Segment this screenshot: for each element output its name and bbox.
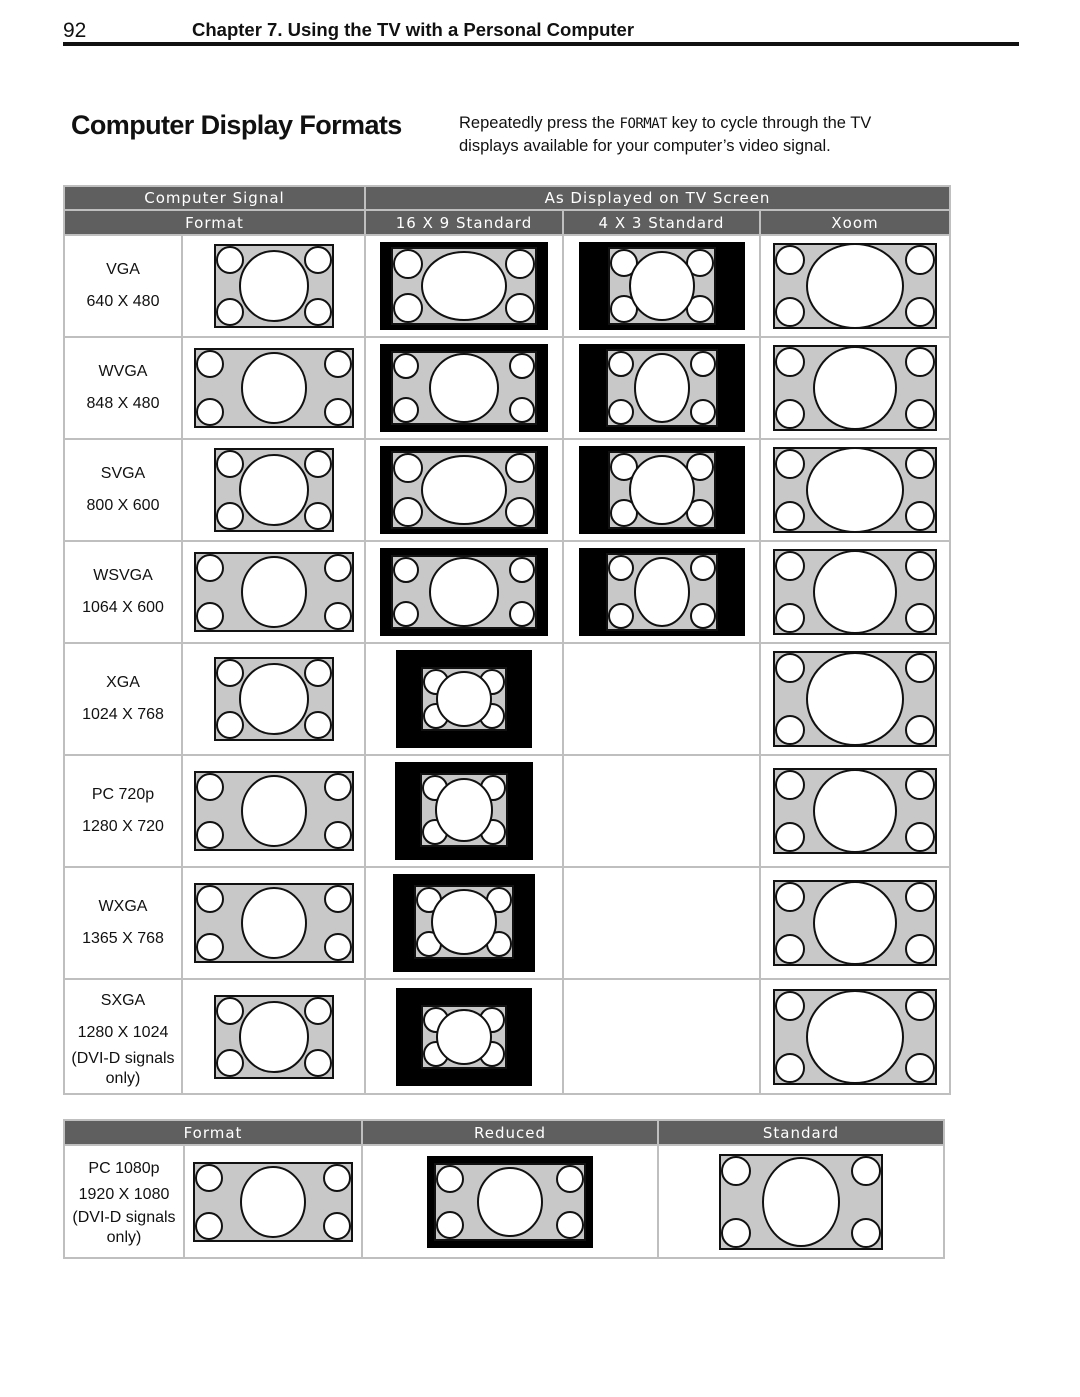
reduced-format-diagram: [427, 1156, 593, 1248]
format-label: [64, 755, 182, 867]
header-as-displayed: As Displayed on TV Screen: [365, 186, 950, 210]
corner-circle: [217, 451, 243, 477]
corner-circle: [394, 602, 418, 626]
center-circle: [630, 456, 694, 524]
format-resolution: 640 X 480: [86, 293, 160, 310]
header-rule: [63, 42, 1019, 46]
16x9-format-diagram: [395, 762, 533, 860]
source-format-diagram: [193, 347, 355, 429]
corner-circle: [325, 822, 351, 848]
corner-circle: [197, 603, 223, 629]
4x3-cell: [563, 867, 760, 979]
corner-circle: [510, 558, 534, 582]
source-format-diagram: [193, 770, 355, 852]
corner-circle: [691, 400, 715, 424]
center-circle: [635, 354, 689, 422]
corner-circle: [776, 348, 804, 376]
corner-circle: [906, 935, 934, 963]
center-circle: [807, 244, 903, 328]
4x3-cell: [563, 755, 760, 867]
intro-text-after: key to cycle through the TV displays available for your computer’s video signal.: [459, 114, 872, 155]
source-cell: [182, 337, 365, 439]
4x3-cell: [563, 337, 760, 439]
corner-circle: [852, 1157, 880, 1185]
corner-circle: [305, 1050, 331, 1076]
center-circle: [763, 1158, 839, 1246]
format-resolution: 1280 X 720: [82, 818, 164, 835]
corner-circle: [776, 883, 804, 911]
corner-circle: [217, 712, 243, 738]
corner-circle: [197, 822, 223, 848]
16x9-cell: [365, 235, 563, 337]
corner-circle: [197, 399, 223, 425]
16x9-cell: [365, 979, 563, 1094]
16x9-cell: [365, 439, 563, 541]
corner-circle: [437, 1212, 463, 1238]
corner-circle: [325, 934, 351, 960]
corner-circle: [776, 502, 804, 530]
corner-circle: [305, 247, 331, 273]
table-row: [64, 439, 950, 541]
xoom-format-diagram: [772, 242, 938, 330]
corner-circle: [722, 1219, 750, 1247]
format-name: SVGA: [100, 465, 146, 482]
corner-circle: [722, 1157, 750, 1185]
corner-circle: [305, 998, 331, 1024]
corner-circle: [906, 992, 934, 1020]
corner-circle: [217, 660, 243, 686]
header-standard: Standard: [658, 1120, 944, 1145]
table-row: [64, 643, 950, 755]
corner-circle: [776, 400, 804, 428]
corner-circle: [305, 503, 331, 529]
corner-circle: [217, 299, 243, 325]
corner-circle: [906, 246, 934, 274]
corner-circle: [609, 400, 633, 424]
standard-format-diagram: [718, 1153, 884, 1251]
corner-circle: [324, 1213, 350, 1239]
corner-circle: [776, 552, 804, 580]
16x9-cell: [365, 867, 563, 979]
source-cell: [182, 439, 365, 541]
corner-circle: [557, 1166, 583, 1192]
intro-text: [459, 112, 929, 157]
format-label: [64, 541, 182, 643]
corner-circle: [776, 935, 804, 963]
table-row: [64, 235, 950, 337]
format-resolution: 1064 X 600: [82, 599, 164, 616]
4x3-format-diagram: [579, 242, 745, 330]
center-circle: [635, 558, 689, 626]
center-circle: [432, 890, 496, 954]
section-title: Computer Display Formats: [71, 110, 402, 140]
16x9-format-diagram: [396, 650, 532, 748]
corner-circle: [325, 555, 351, 581]
center-circle: [242, 353, 306, 423]
intro-text-before: Repeatedly press the: [459, 114, 620, 132]
source-format-diagram: [213, 447, 335, 533]
4x3-cell: [563, 643, 760, 755]
xoom-format-diagram: [772, 446, 938, 534]
4x3-format-diagram: [579, 548, 745, 636]
corner-circle: [691, 352, 715, 376]
corner-circle: [197, 934, 223, 960]
corner-circle: [776, 604, 804, 632]
corner-circle: [906, 400, 934, 428]
format-note: (DVI-D signals only): [71, 1049, 175, 1087]
format-label: [64, 867, 182, 979]
corner-circle: [217, 1050, 243, 1076]
corner-circle: [691, 604, 715, 628]
xoom-cell: [760, 755, 950, 867]
table-row: [64, 755, 950, 867]
xoom-format-diagram: [772, 344, 938, 432]
center-circle: [422, 252, 506, 320]
corner-circle: [394, 398, 418, 422]
xoom-format-diagram: [772, 879, 938, 967]
xoom-format-diagram: [772, 548, 938, 636]
16x9-format-diagram: [380, 344, 548, 432]
table-row: [64, 337, 950, 439]
format-name: PC 1080p: [88, 1159, 160, 1177]
corner-circle: [217, 247, 243, 273]
table-row: [64, 1145, 944, 1258]
xoom-format-diagram: [772, 650, 938, 748]
corner-circle: [906, 823, 934, 851]
corner-circle: [776, 992, 804, 1020]
16x9-format-diagram: [380, 548, 548, 636]
format-note: (DVI-D signals only): [72, 1208, 176, 1246]
corner-circle: [776, 823, 804, 851]
xoom-format-diagram: [772, 988, 938, 1086]
standard-cell: [658, 1145, 944, 1258]
corner-circle: [506, 294, 534, 322]
corner-circle: [510, 398, 534, 422]
header-computer-signal: Computer Signal: [64, 186, 365, 210]
center-circle: [240, 664, 308, 734]
center-circle: [437, 672, 491, 726]
4x3-format-diagram: [579, 446, 745, 534]
16x9-format-diagram: [380, 242, 548, 330]
corner-circle: [394, 558, 418, 582]
center-circle: [814, 882, 896, 964]
header-16x9-standard: 16 X 9 Standard: [365, 210, 563, 235]
corner-circle: [506, 454, 534, 482]
corner-circle: [325, 399, 351, 425]
16x9-format-diagram: [393, 874, 535, 972]
header-format: Format: [64, 210, 365, 235]
format-name: PC 720p: [91, 786, 155, 803]
corner-circle: [906, 654, 934, 682]
source-cell: [182, 979, 365, 1094]
source-cell: [184, 1145, 362, 1258]
corner-circle: [906, 771, 934, 799]
corner-circle: [394, 498, 422, 526]
corner-circle: [197, 351, 223, 377]
source-format-diagram: [213, 994, 335, 1080]
4x3-cell: [563, 235, 760, 337]
16x9-format-diagram: [396, 988, 532, 1086]
format-label: [64, 235, 182, 337]
xoom-cell: [760, 337, 950, 439]
16x9-cell: [365, 337, 563, 439]
center-circle: [437, 1010, 491, 1064]
16x9-cell: [365, 755, 563, 867]
format-label: [64, 337, 182, 439]
table-row: [64, 979, 950, 1094]
xoom-cell: [760, 541, 950, 643]
corner-circle: [305, 299, 331, 325]
corner-circle: [324, 1165, 350, 1191]
chapter-title: Chapter 7. Using the TV with a Personal Computer: [192, 19, 635, 40]
corner-circle: [906, 552, 934, 580]
corner-circle: [437, 1166, 463, 1192]
center-circle: [240, 1002, 308, 1072]
corner-circle: [394, 250, 422, 278]
format-resolution: 1024 X 768: [82, 706, 164, 723]
header-xoom: Xoom: [760, 210, 950, 235]
4x3-cell: [563, 439, 760, 541]
source-format-diagram: [192, 1161, 354, 1243]
center-circle: [807, 653, 903, 745]
corner-circle: [906, 604, 934, 632]
corner-circle: [197, 774, 223, 800]
4x3-cell: [563, 979, 760, 1094]
corner-circle: [305, 660, 331, 686]
source-format-diagram: [213, 656, 335, 742]
format-name: VGA: [106, 261, 140, 278]
corner-circle: [609, 604, 633, 628]
16x9-cell: [365, 643, 563, 755]
header-4x3-standard: 4 X 3 Standard: [563, 210, 760, 235]
source-cell: [182, 755, 365, 867]
format-name: SXGA: [100, 991, 146, 1009]
xoom-cell: [760, 439, 950, 541]
center-circle: [436, 779, 492, 841]
source-format-diagram: [193, 882, 355, 964]
corner-circle: [776, 771, 804, 799]
corner-circle: [776, 450, 804, 478]
format-key-name: FORMAT: [619, 116, 668, 132]
4x3-format-diagram: [579, 344, 745, 432]
corner-circle: [196, 1213, 222, 1239]
corner-circle: [510, 354, 534, 378]
corner-circle: [906, 1054, 934, 1082]
center-circle: [422, 456, 506, 524]
source-cell: [182, 235, 365, 337]
source-cell: [182, 643, 365, 755]
corner-circle: [394, 294, 422, 322]
center-circle: [242, 776, 306, 846]
corner-circle: [691, 556, 715, 580]
format-name: XGA: [106, 674, 140, 691]
format-resolution: 1280 X 1024: [77, 1023, 169, 1041]
header-format: Format: [64, 1120, 362, 1145]
corner-circle: [217, 998, 243, 1024]
corner-circle: [325, 886, 351, 912]
center-circle: [814, 551, 896, 633]
corner-circle: [776, 654, 804, 682]
16x9-format-diagram: [380, 446, 548, 534]
corner-circle: [609, 352, 633, 376]
corner-circle: [776, 1054, 804, 1082]
center-circle: [814, 347, 896, 429]
corner-circle: [196, 1165, 222, 1191]
corner-circle: [557, 1212, 583, 1238]
center-circle: [242, 557, 306, 627]
center-circle: [430, 558, 498, 626]
page-number: 92: [63, 19, 87, 42]
xoom-cell: [760, 643, 950, 755]
corner-circle: [906, 298, 934, 326]
center-circle: [241, 1167, 305, 1237]
center-circle: [240, 251, 308, 321]
xoom-format-diagram: [772, 767, 938, 855]
corner-circle: [906, 502, 934, 530]
center-circle: [814, 770, 896, 852]
corner-circle: [325, 603, 351, 629]
corner-circle: [325, 351, 351, 377]
display-format-table: [63, 185, 951, 1095]
corner-circle: [906, 450, 934, 478]
corner-circle: [852, 1219, 880, 1247]
center-circle: [478, 1168, 542, 1236]
corner-circle: [305, 712, 331, 738]
center-circle: [807, 448, 903, 532]
format-label: [64, 979, 182, 1094]
xoom-cell: [760, 979, 950, 1094]
source-cell: [182, 541, 365, 643]
corner-circle: [394, 454, 422, 482]
table-row: [64, 867, 950, 979]
format-label: [64, 643, 182, 755]
corner-circle: [325, 774, 351, 800]
format-label: [64, 439, 182, 541]
center-circle: [807, 991, 903, 1083]
corner-circle: [197, 555, 223, 581]
format-resolution: 848 X 480: [86, 395, 160, 412]
corner-circle: [776, 298, 804, 326]
format-resolution: 1920 X 1080: [78, 1185, 170, 1203]
corner-circle: [776, 716, 804, 744]
corner-circle: [906, 883, 934, 911]
corner-circle: [510, 602, 534, 626]
corner-circle: [394, 354, 418, 378]
format-resolution: 1365 X 768: [82, 930, 164, 947]
xoom-cell: [760, 867, 950, 979]
corner-circle: [506, 250, 534, 278]
corner-circle: [906, 348, 934, 376]
format-name: WSVGA: [93, 567, 153, 584]
format-name: WVGA: [98, 363, 148, 380]
source-cell: [182, 867, 365, 979]
center-circle: [630, 252, 694, 320]
xoom-cell: [760, 235, 950, 337]
header-reduced: Reduced: [362, 1120, 658, 1145]
corner-circle: [776, 246, 804, 274]
center-circle: [242, 888, 306, 958]
4x3-cell: [563, 541, 760, 643]
table-row: [64, 541, 950, 643]
source-format-diagram: [193, 551, 355, 633]
center-circle: [430, 354, 498, 422]
corner-circle: [609, 556, 633, 580]
corner-circle: [305, 451, 331, 477]
center-circle: [240, 455, 308, 525]
corner-circle: [906, 716, 934, 744]
16x9-cell: [365, 541, 563, 643]
1080p-format-table: [63, 1119, 945, 1259]
format-name: WXGA: [98, 898, 148, 915]
reduced-cell: [362, 1145, 658, 1258]
corner-circle: [506, 498, 534, 526]
format-resolution: 800 X 600: [86, 497, 160, 514]
corner-circle: [197, 886, 223, 912]
corner-circle: [217, 503, 243, 529]
format-label: [64, 1145, 184, 1258]
source-format-diagram: [213, 243, 335, 329]
